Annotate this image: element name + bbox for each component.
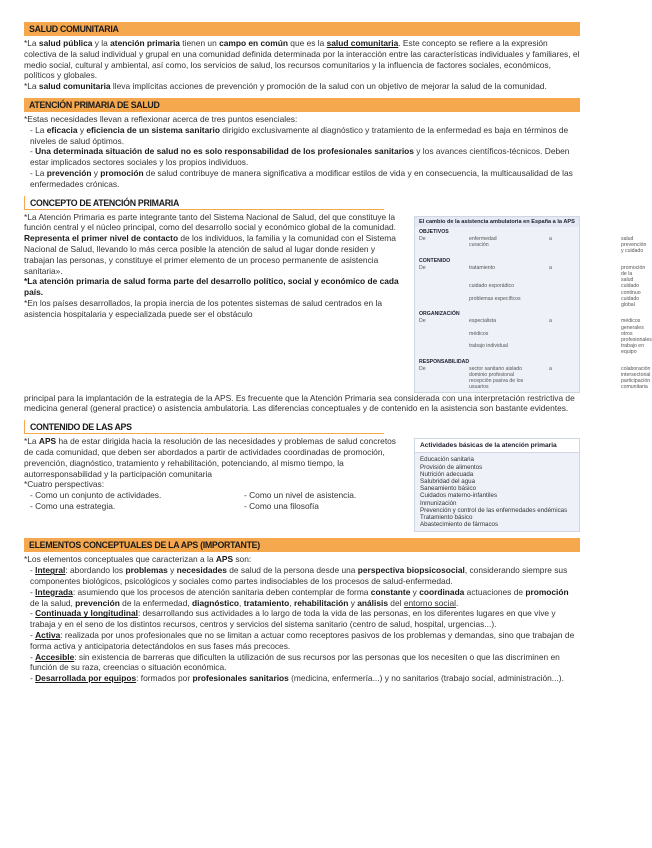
box-list-item: Abastecimiento de fármacos [420, 521, 499, 529]
box-cell [419, 242, 467, 254]
element-item: - Desarrollada por equipos: formados por profesionales sanitarios (medicina, enfermería...) y no sanitarios (trabajo social, administración...). [30, 673, 564, 684]
box-cell: recepción pasiva de los [469, 378, 524, 385]
box-cell: sector sanitario aislado [469, 365, 523, 372]
paragraph: *En los países desarrollados, la propia inercia de los potentes sistemas de salud centrados en la asistencia hospitalaria y especializada puede ser el obstáculo [24, 297, 383, 319]
element-item: - Activa: realizada por unos profesionales que no se limitan a actuar como receptores pasivos de los problemas y demandas, sino que trabajan de forma activa y anticipatoria detectándolos en sus fases más precoces. [30, 630, 575, 651]
box-cell: especialista [469, 318, 497, 325]
box-actividades-basicas [414, 438, 580, 532]
box-cell [549, 296, 619, 308]
box-cell [419, 384, 467, 390]
box-cell: médicos [469, 330, 489, 337]
element-item: - Continuada y longitudinal: desarrollando sus actividades a lo largo de toda la vida de las personas, en los diferentes lugares en que vive y trabaja y en el seno de los distintos recursos, centros y servicios del sistema sanitario (centro de salud, hospital, urgencias...). [30, 608, 556, 630]
list-item: - Como una estrategia. [30, 501, 116, 512]
box-list-item: Salubridad del agua [420, 478, 476, 486]
perspectives-list [24, 490, 404, 512]
section-salud-comunitaria [24, 22, 580, 92]
box-cell: cuidado continuo [621, 283, 641, 296]
box-cell: salud [621, 235, 634, 242]
box-list-item: Educación sanitaria [420, 456, 475, 464]
box-list-item: Prevención y control de las enfermedades endémicas [420, 506, 568, 514]
bullet-item: - Una determinada situación de salud no es solo responsabilidad de los profesionales sanitarios y los avances científicos-técnicos. Deben estar implicados sectores sociales y los propios individuos. [30, 146, 570, 168]
box-cell: prevención y cuidado [621, 242, 647, 255]
element-item: - Integral: abordando los problemas y necesidades de salud de la persona desde una perspectiva biopsicosocial, considerando siempre sus componentes biológicos, psicológicos y sociales como partes indisociables de los procesos de salud-enfermedad. [30, 565, 568, 587]
box-cell: enfermedad [469, 235, 497, 242]
box-cell: otros profesionales [621, 330, 652, 344]
box-list [420, 456, 574, 528]
box-cell: a [549, 264, 552, 271]
paragraph: *La salud pública y la atención primaria tienen un campo en común que es la salud comunitaria. Este concepto se refiere a la expresión colectiva de la salud individual y grupal en una comunidad definida determinada por la interacción entre las características individuales y familiares, el medio social, cultural y ambiental, así como, los servicios de salud, los recursos comunitarios y la influencia de factores sociales, económicos, políticos y globales. [24, 38, 580, 81]
box-cell: dominio profesional [469, 372, 514, 379]
section-title: ATENCIÓN PRIMARIA DE SALUD [24, 98, 580, 112]
paragraph: principal para la implantación de la estrategia de la APS. Es frecuente que la Atención Primaria sea considerada con una interpretación restrictiva de medicina general (general practice) o asistencia ambulatoria. Las diferencias conceptuales y de contenido en la asistencia son bastante evidentes. [24, 392, 575, 414]
paragraph: *La Atención Primaria es parte integrante tanto del Sistema Nacional de Salud, del que constituye la función central y el núcleo principal, como del desarrollo social y económico global de la comunidad. Representa el primer nivel de contacto de los individuos, la familia y la comunidad con el Sistema Nacional de Salud, llevando lo más cerca posible la atención de salud al lugar donde residen y trabajan las personas, y constituye el primer elemento de un proceso permanente de asistencia sanitaria». [24, 211, 396, 276]
box-list-item: Provisión de alimentos [420, 463, 483, 471]
box-title: Actividades básicas de la atención primaria [415, 439, 579, 453]
box-cell: promoción de la salud [621, 264, 646, 284]
section-title: SALUD COMUNITARIA [24, 22, 580, 36]
element-item: - Accesible: sin existencia de barreras que dificulten la utilización de sus recursos por las personas que los necesiten o que las discriminen en función de su raza, creencias o situación económica. [30, 651, 560, 673]
list-item: - Como un conjunto de actividades. [30, 490, 162, 501]
box-cell [419, 343, 467, 355]
box-cell: participación [621, 378, 651, 385]
box-cell: colaboración [621, 365, 651, 372]
list-item: - Como una filosofía [244, 501, 319, 512]
list-item: - Como un nivel de asistencia. [244, 490, 357, 501]
box-cell: a [549, 318, 552, 325]
box-cell [419, 296, 467, 308]
bullet-item: - La prevención y promoción de salud contribuye de manera significativa a modificar estilos de vida y en consecuencia, la multicausalidad de las enfermedades crónicas. [30, 167, 573, 189]
box-cell: usuarios [469, 384, 489, 391]
paragraph: *La atención primaria de salud forma parte del desarrollo político, social y económico de cada país. [24, 276, 399, 298]
box-cell [549, 384, 619, 390]
paragraph: *Estas necesidades llevan a reflexionar acerca de tres puntos esenciales: [24, 113, 298, 124]
box-cell: cuidado global [621, 295, 640, 308]
paragraph: *La salud comunitaria lleva implícitas acciones de prevención y promoción de la salud con un objetivo de mejorar la salud de la comunidad. [24, 81, 547, 92]
box-cell: trabajo individual [469, 343, 508, 350]
box-cell: cuidado esporádico [469, 283, 514, 290]
element-item: - Integrada: asumiendo que los procesos de atención sanitaria deben contemplar de forma constante y coordinada actuaciones de promoción de la salud, prevención de la enfermedad, diagnóstico, tratamiento, rehabilitación y análisis del entorno social. [30, 586, 569, 608]
box-list-item: Nutrición adecuada [420, 470, 474, 478]
box-cell: De [419, 264, 426, 271]
box-cell: a [549, 235, 552, 242]
box-cell: De [419, 365, 426, 372]
box-group-label: OBJETIVOS [419, 228, 449, 235]
box-groups [415, 227, 652, 392]
box-cell [549, 283, 619, 295]
box-cell [419, 283, 467, 295]
box-cell [549, 331, 619, 343]
box-list-item: Tratamiento básico [420, 514, 473, 522]
section-contenido-aps [24, 420, 580, 532]
box-cell: comunitaria [621, 384, 648, 391]
box-cell: problemas específicos [469, 295, 521, 302]
box-cell: curación [469, 242, 489, 249]
box-cell: tratamiento [469, 264, 495, 271]
box-title: El cambio de la asistencia ambulatoria en España a la APS [415, 217, 579, 227]
box-cell: a [549, 365, 552, 372]
box-cell: intersectorial [621, 372, 651, 379]
paragraph: *La APS ha de estar dirigida hacia la resolución de las necesidades y problemas de salud concretos de cada comunidad, que deben ser abordados a partir de actividades coordinadas de promoción, prevención, diagnóstico, tratamiento y rehabilitación, potenciando, al mismo tiempo, la autorresponsabilidad y la participación comunitaria [24, 436, 396, 479]
box-group-label: ORGANIZACIÓN [419, 311, 460, 318]
box-cell: De [419, 235, 426, 242]
section-concepto-atencion-primaria [24, 196, 652, 415]
box-group-rows [415, 317, 652, 356]
bullet-item: - La eficacia y eficiencia de un sistema sanitario dirigido exclusivamente al diagnóstico y tratamiento de la enfermedad es baja en términos de niveles de salud óptimos. [30, 124, 569, 146]
section-atencion-primaria [24, 98, 580, 190]
box-group-label: RESPONSABILIDAD [419, 358, 470, 365]
section-elementos-conceptuales [24, 538, 580, 684]
table-box-asistencia [414, 216, 652, 393]
box-cell [419, 331, 467, 343]
section-title: CONTENIDO DE LAS APS [24, 420, 384, 434]
box-cell [549, 242, 619, 254]
section-title: CONCEPTO DE ATENCIÓN PRIMARIA [24, 196, 384, 210]
box-group-rows [415, 235, 647, 256]
box-cell [549, 343, 619, 355]
box-cell: trabajo en equipo [621, 343, 645, 356]
section-title: ELEMENTOS CONCEPTUALES DE LA APS (IMPORTANTE) [24, 538, 580, 552]
box-cell: De [419, 318, 426, 325]
box-cell: médicos generales [621, 318, 644, 331]
box-list-item: Saneamiento básico [420, 485, 477, 493]
box-list-item: Cuidados materno-infantiles [420, 492, 498, 500]
box-group-label: CONTENIDO [419, 257, 451, 264]
box-group-rows [415, 264, 646, 309]
box-group-rows [415, 365, 651, 392]
paragraph: *Cuatro perspectivas: [24, 479, 105, 490]
paragraph: *Los elementos conceptuales que caracterizan a la APS son: [24, 554, 252, 565]
box-list-item: Inmunización [420, 499, 457, 507]
